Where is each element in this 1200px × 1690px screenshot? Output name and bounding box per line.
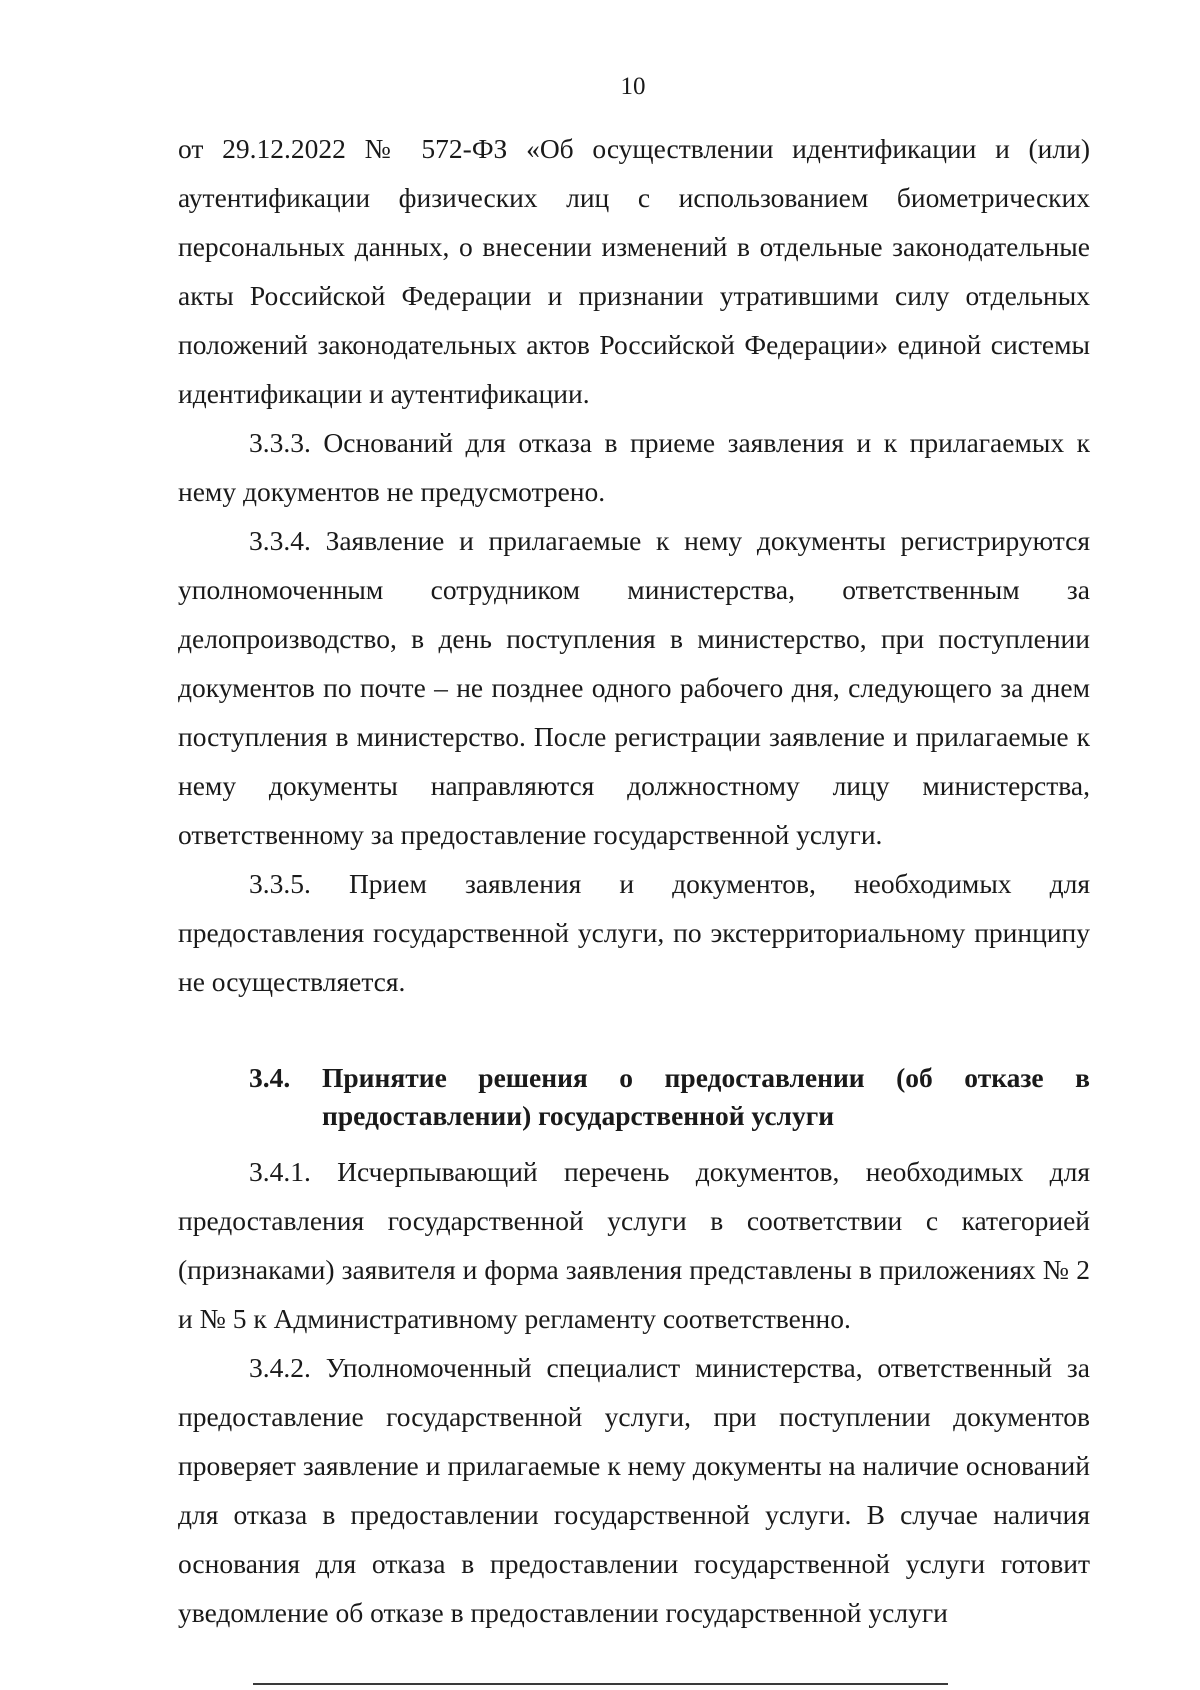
paragraph-3-3-5: 3.3.5. Прием заявления и документов, необходимых для предоставления государственной услуги, по экстерриториальному принципу не осуществляется. — [178, 868, 1090, 997]
paragraph-3-3-3: 3.3.3. Оснований для отказа в приеме заявления и к прилагаемых к нему документов не предусмотрено. — [178, 427, 1090, 507]
section-title: Принятие решения о предоставлении (об отказе в предоставлении) государственной услуги — [322, 1062, 1090, 1131]
section-heading — [178, 1059, 1090, 1135]
paragraph-3-3-4: 3.3.4. Заявление и прилагаемые к нему документы регистрируются уполномоченным сотрудником министерства, ответственным за делопроизводство, в день поступления в министерство, при поступлении документов по почте – не позднее одного рабочего дня, следующего за днем поступления в министерство. После регистрации заявление и прилагаемые к нему документы направляются должностному лицу министерства, ответственному за предоставление государственной услуги. — [178, 525, 1090, 850]
paragraph-continuation: от 29.12.2022 № 572-ФЗ «Об осуществлении идентификации и (или) аутентификации физических лиц с использованием биометрических персональных данных, о внесении изменений в отдельные законодательные акты Российской Федерации и признании утратившими силу отдельных положений законодательных актов Российской Федерации» единой системы идентификации и аутентификации. — [178, 133, 1090, 409]
paragraph-3-4-1: 3.4.1. Исчерпывающий перечень документов, необходимых для предоставления государственной услуги в соответствии с категорией (признаками) заявителя и форма заявления представлены в приложениях № 2 и № 5 к Административному регламенту соответственно. — [178, 1156, 1090, 1334]
section-number: 3.4. — [249, 1062, 291, 1093]
paragraph-3-4-2: 3.4.2. Уполномоченный специалист министерства, ответственный за предоставление государственной услуги, при поступлении документов проверяет заявление и прилагаемые к нему документы на наличие оснований для отказа в предоставлении государственной услуги. В случае наличия основания для отказа в предоставлении государственной услуги готовит уведомление об отказе в предоставлении государственной услуги — [178, 1352, 1090, 1628]
page-number: 10 — [620, 73, 646, 100]
footer-divider — [253, 1683, 948, 1685]
document-body — [178, 124, 1090, 1637]
